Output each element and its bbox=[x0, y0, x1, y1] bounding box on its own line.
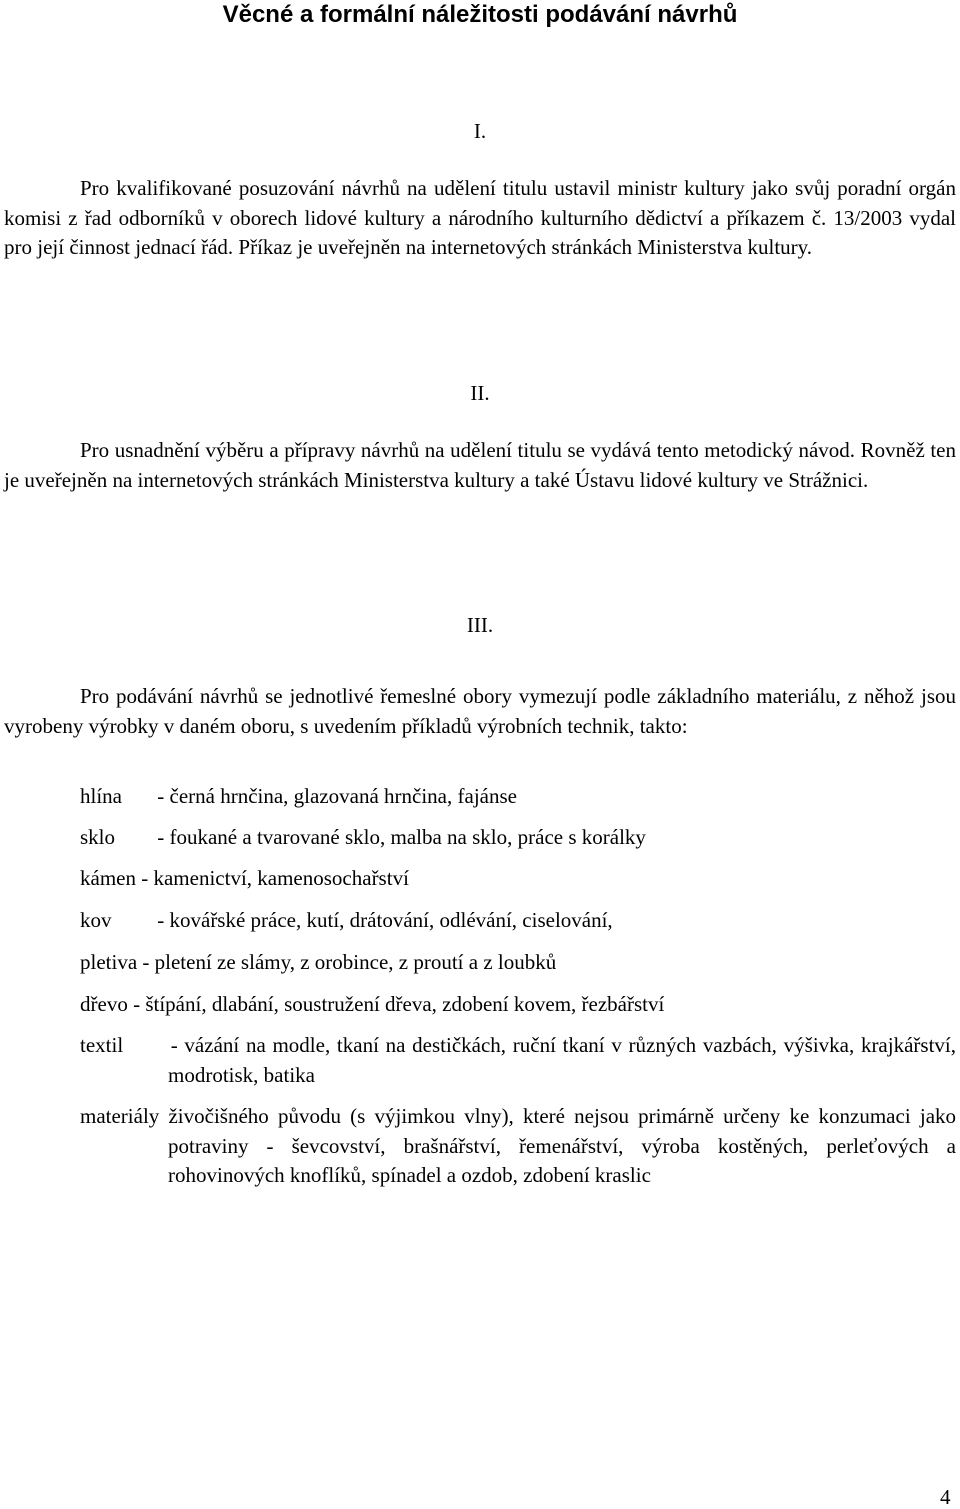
material-term: materiály živočišného původu (s výjimkou vlny), které nejsou primárně určeny bbox=[80, 1104, 781, 1128]
material-description: - kamenictví, kamenosochařství bbox=[141, 866, 409, 890]
material-item-kov bbox=[80, 906, 956, 936]
material-term: hlína bbox=[80, 784, 122, 808]
material-item-textil bbox=[80, 1031, 956, 1090]
material-term: dřevo bbox=[80, 992, 128, 1016]
material-item-pletiva bbox=[80, 948, 956, 978]
material-description: - štípání, dlabání, soustružení dřeva, zdobení kovem, řezbářství bbox=[133, 992, 665, 1016]
section-text-3: Pro podávání návrhů se jednotlivé řemeslné obory vymezují podle základního materiálu, z něhož jsou vyrobeny výrobky v daném oboru, s uvedením příkladů výrobních technik, takto: bbox=[4, 684, 956, 738]
section-text-2: Pro usnadnění výběru a přípravy návrhů na udělení titulu se vydává tento metodický návod. Rovněž ten je uveřejněn na internetových stránkách Ministerstva kultury a také Ústavu lidové kultury ve Strážnici. bbox=[4, 438, 956, 492]
material-description: - vázání na modle, tkaní na destičkách, ruční tkaní v různých vazbách, výšivka, krajkářství, modrotisk, batika bbox=[168, 1033, 956, 1087]
material-item-kamen bbox=[80, 864, 956, 894]
material-item-drevo bbox=[80, 990, 956, 1020]
material-description: - kovářské práce, kutí, drátování, odlévání, ciselování, bbox=[157, 908, 613, 932]
material-term: pletiva bbox=[80, 950, 138, 974]
page-number: 4 bbox=[940, 1485, 951, 1509]
material-term: kov bbox=[80, 908, 112, 932]
material-item-zivocisne bbox=[80, 1102, 956, 1191]
section-text-1: Pro kvalifikované posuzování návrhů na udělení titulu ustavil ministr kultury jako svůj poradní orgán komisi z řad odborníků v oborech lidové kultury a národního kulturního dědictví a příkazem č. 13/2003 vydal pro její činnost jednací řád. Příkaz je uveřejněn na internetových stránkách Ministerstva kultury. bbox=[4, 176, 956, 259]
material-description: - foukané a tvarované sklo, malba na sklo, práce s korálky bbox=[157, 825, 646, 849]
section-numeral-2: II. bbox=[470, 381, 490, 405]
material-item-hlina bbox=[80, 782, 956, 812]
section-numeral-3: III. bbox=[466, 613, 494, 637]
page-title: Věcné a formální náležitosti podávání návrhů bbox=[222, 1, 738, 28]
material-item-sklo bbox=[80, 823, 956, 853]
material-description: ke konzumaci jako potraviny - ševcovství, brašnářství, řemenářství, výroba kostěných, perleťových a rohovinových knoflíků, spínadel a ozdob, zdobení kraslic bbox=[168, 1104, 957, 1187]
material-term: kámen bbox=[80, 866, 136, 890]
material-term: sklo bbox=[80, 825, 116, 849]
material-description: - černá hrnčina, glazovaná hrnčina, fajánse bbox=[157, 784, 517, 808]
material-description: - pletení ze slámy, z orobince, z proutí a z loubků bbox=[142, 950, 557, 974]
material-term: textil bbox=[80, 1033, 124, 1057]
section-numeral-1: I. bbox=[473, 119, 487, 143]
